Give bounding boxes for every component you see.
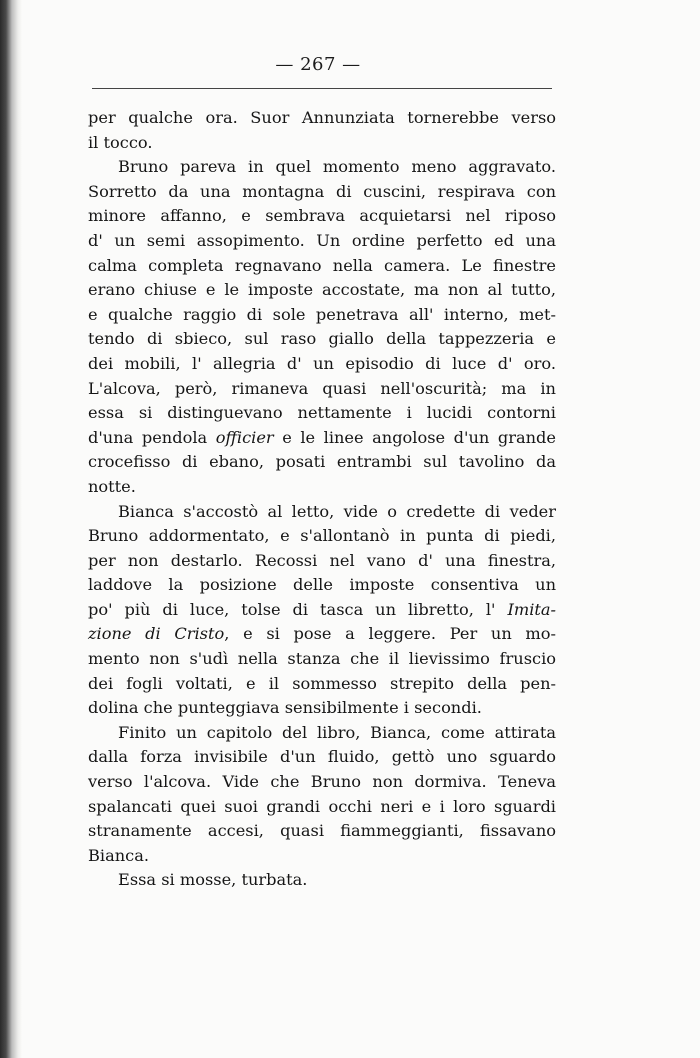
body-text xyxy=(88,106,556,893)
text-line xyxy=(88,598,556,623)
text-line: dei fogli voltati, e il sommesso strepito della pen- xyxy=(88,673,556,693)
text-line: per non destarlo. Recossi nel vano d' una finestra, xyxy=(88,550,556,570)
text-line: spalancati quei suoi grandi occhi neri e i loro sguardi xyxy=(88,796,556,816)
text-span: e le linee angolose d'un grande xyxy=(273,427,556,447)
text-line: dalla forza invisibile d'un fluido, gettò uno sguardo xyxy=(88,747,556,767)
header-rule xyxy=(92,88,552,89)
text-line: Bruno addormentato, e s'allontanò in punta di piedi, xyxy=(88,526,556,546)
text-line: Bianca. xyxy=(88,845,150,865)
text-line xyxy=(88,622,556,647)
text-span: po' più di luce, tolse di tasca un libretto, l' xyxy=(88,599,508,619)
text-line: d' un semi assopimento. Un ordine perfetto ed una xyxy=(88,230,556,250)
text-line xyxy=(88,426,556,451)
italic-text: Imita- xyxy=(507,599,556,619)
text-line: calma completa regnavano nella camera. Le finestre xyxy=(88,255,556,275)
text-line: Bruno pareva in quel momento meno aggravato. xyxy=(118,157,556,177)
text-line: Bianca s'accostò al letto, vide o credette di veder xyxy=(118,501,556,521)
text-line: e qualche raggio di sole penetrava all' interno, met- xyxy=(88,304,556,324)
text-line: per qualche ora. Suor Annunziata tornerebbe verso xyxy=(88,108,556,127)
text-span: , e si pose a leggere. Per un mo- xyxy=(224,624,556,644)
text-line: tendo di sbieco, sul raso giallo della tappezzeria e xyxy=(88,329,556,349)
italic-text: zione di Cristo xyxy=(88,624,225,644)
text-span: d'una pendola xyxy=(88,427,216,447)
page-binding-edge xyxy=(0,0,22,1058)
text-line: notte. xyxy=(88,476,136,496)
text-line: crocefisso di ebano, posati entrambi sul tavolino da xyxy=(88,452,556,472)
text-line: il tocco. xyxy=(88,132,153,152)
text-line: dei mobili, l' allegria d' un episodio di luce d' oro. xyxy=(88,353,556,373)
text-line: Sorretto da una montagna di cuscini, respirava con xyxy=(88,181,556,201)
italic-text: officier xyxy=(215,427,274,447)
page-number: — 267 — xyxy=(275,54,361,75)
text-line: erano chiuse e le imposte accostate, ma non al tutto, xyxy=(88,280,556,300)
text-line: laddove la posizione delle imposte consentiva un xyxy=(88,575,556,595)
text-line: minore affanno, e sembrava acquietarsi nel riposo xyxy=(88,206,556,226)
text-line: essa si distinguevano nettamente i lucidi contorni xyxy=(88,403,556,423)
text-line: dolina che punteggiava sensibilmente i secondi. xyxy=(88,698,482,718)
text-line: Finito un capitolo del libro, Bianca, come attirata xyxy=(118,722,556,742)
text-line: Essa si mosse, turbata. xyxy=(118,870,308,890)
text-line: mento non s'udì nella stanza che il lievissimo fruscio xyxy=(88,649,556,669)
text-line: verso l'alcova. Vide che Bruno non dormiva. Teneva xyxy=(88,772,556,792)
text-line: L'alcova, però, rimaneva quasi nell'oscurità; ma in xyxy=(88,378,556,398)
text-line: stranamente accesi, quasi fiammeggianti, fissavano xyxy=(88,821,556,841)
